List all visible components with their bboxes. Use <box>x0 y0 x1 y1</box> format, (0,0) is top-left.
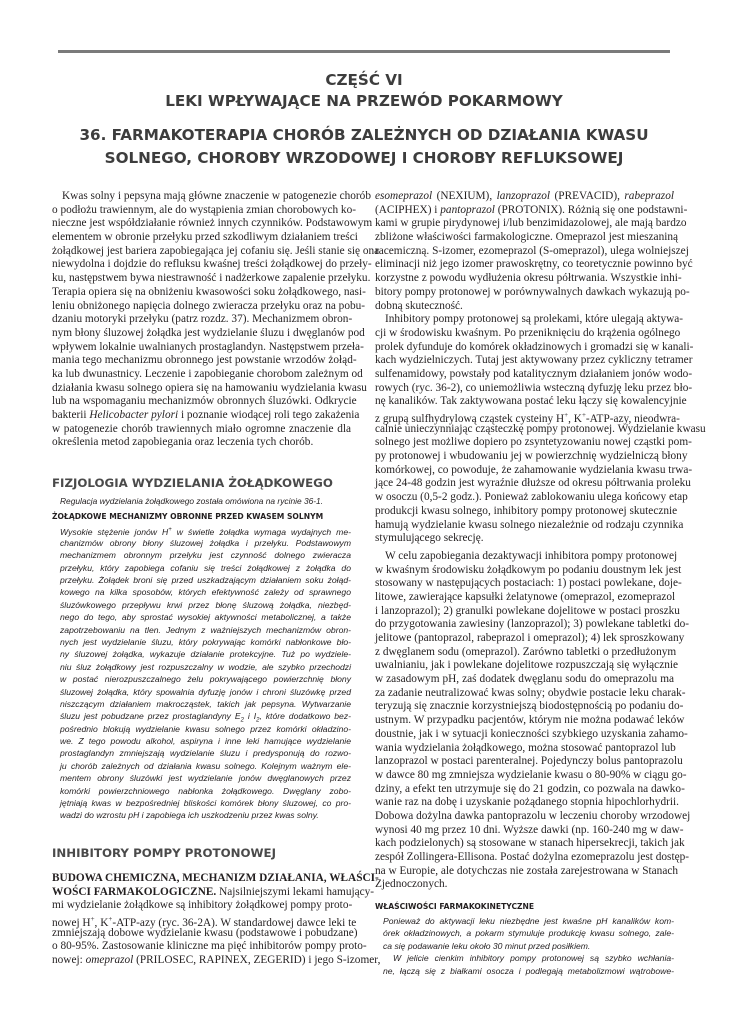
text-run: (ACIPHEX) i <box>375 203 441 216</box>
mechanizmy-paragraph <box>52 524 351 821</box>
text-line: w osoczu (0,5-2 godz.). Ponieważ zablokowaniu ulega końcowy etap <box>375 491 688 504</box>
text-line: wanie raz na dobę i uzyskanie pożądanego stopnia hipochlorhydrii. <box>375 796 679 809</box>
text-line: komórki powierzchniowego nabłonka żołądkowego. Dwęglany zobo- <box>60 785 351 796</box>
text-line: w dawce 80 mg zmniejsza wydzielanie kwasu o 80-90% w ciągu go- <box>375 768 687 781</box>
text-line: i lanzoprazol); 2) granulki powlekane dojelitowe w postaci proszku <box>375 604 680 617</box>
text-line: w kwaśnym środowisku żołądkowym po podaniu doustnym lek jest <box>375 563 682 576</box>
text-line: kami w grupie pirydynowej i/lub benzimidazolowej, ale mają bardzo <box>375 217 687 230</box>
text-line: określenia metod zapobiegania oraz leczenia tych chorób. <box>52 436 314 449</box>
subsection-heading-farmakokinetyczne: WŁAŚCIWOŚCI FARMAKOKINETYCZNE <box>375 902 535 912</box>
text-line: racemiczną. S-izomer, ezomeprazol (S-omeprazol), ulega wolniejszej <box>375 244 689 257</box>
text-line: za zadanie neutralizować kwas solny; obydwie postacie leku charak- <box>375 686 686 699</box>
text-line: przełyku, który zapobiega cofaniu się treści żołądkowej z żołądka do <box>60 562 351 573</box>
section-heading-inhibitory: INHIBITORY POMPY PROTONOWEJ <box>52 845 276 860</box>
text-line: niszczącym działaniem makrocząstek, takich jak pepsyna. Wytwarzanie <box>60 698 351 709</box>
farmako-paragraph <box>375 915 674 977</box>
text-run-italic: lanzoprazol <box>496 190 551 202</box>
text-line: przełyku. Żołądek broni się przed uszkadzającym działaniem soku żołąd- <box>60 575 351 586</box>
text-line: litowe, zawierające kapsułki żelatynowe (omeprazol, ezomeprazol <box>375 590 676 603</box>
text-line: mi wydzielanie żołądkowe są inhibitory żołądkowej pompy proto- <box>52 899 353 912</box>
text-line: produkcji kwasu solnego, inhibitory pompy protonowej skutecznie <box>375 504 678 517</box>
text-line: ka lub dwunastnicy. Leczenie i zapobieganie chorobom zależnym od <box>52 367 363 380</box>
text-line: w patogenezie chorób trawiennych miało ogromne znaczenie dla <box>52 422 351 435</box>
budowa-paragraph <box>52 871 381 968</box>
text-line: ku, następstwem bywa niestrawność i nadżerkowe zapalenie przełyku. <box>52 272 371 285</box>
text-line: jące 24-48 godzin jest wyraźnie dłuższe od okresu półtrwania proleku <box>375 477 691 490</box>
text-run-italic: rabeprazol <box>624 190 674 202</box>
text-line: chanizmów obrony błony śluzowej żołądka i przełyku. Podstawowym <box>60 537 351 548</box>
text-line: śluzówkowego przepływu krwi przez błonę śluzową żołądka, niezbęd- <box>60 599 351 610</box>
right-column <box>375 190 706 977</box>
text-line: py protonowej i wbudowaniu jej w powierzchnię wydzielniczą błony <box>375 450 688 463</box>
text-line: mentem obrony śluzówki jest wydzielanie jonów dwęglanowych przez <box>60 773 351 784</box>
text-line: stymulującego sekrecję. <box>375 532 484 545</box>
text-line: w zasadowym pH, zaś dodatek dwęglanu sodu do omeprazolu ma <box>375 673 674 686</box>
text-line: W celu zapobiegania dezaktywacji inhibitora pompy protonowej <box>385 549 678 562</box>
text-line: stosowany w następujących postaciach: 1) postaci powlekane, doje- <box>375 577 682 590</box>
text-line: lanzoprazol w postaci parenteralnej. Pojedynczy bolus pantoprazolu <box>375 755 683 768</box>
text-line: ne, łączą się z białkami osocza i podlegają metabolizmowi wątrobowe- <box>383 965 674 976</box>
dosage-forms-paragraph <box>375 549 691 892</box>
text-line <box>52 710 351 725</box>
text-line: z dwęglanem sodu (omeprazol). Zarówno tabletki o przedłużonym <box>375 645 677 658</box>
superscript: + <box>581 411 586 419</box>
text-run: śluzu jest pobudzane przez prostaglandyny E <box>60 711 241 722</box>
text-line: na w Europie, ale dotychczas nie została zarejestrowana w Stanach <box>375 864 678 877</box>
text-line <box>52 885 375 900</box>
text-line: śluzowej żołądka, który spowalnia dyfuzję jonów i chroni śluzówkę przed <box>60 686 351 697</box>
superscript: + <box>108 914 113 923</box>
text-line: wadzi do wzrostu pH i zapobiega ich uszkodzeniu przez kwas solny. <box>60 810 319 821</box>
text-line: prolek dyfunduje do komórek okładzinowych i gromadzi się w kanali- <box>375 340 694 353</box>
intro-paragraph <box>52 190 380 450</box>
text-line <box>52 913 357 929</box>
text-run: -ATP-azy, nieodwra- <box>585 412 680 425</box>
text-run: nowej H <box>52 916 91 929</box>
text-line: nę kanalików. Tak zaktywowana postać leku łączy się kowalencyjnie <box>375 395 687 408</box>
text-run: (PRILOSEC, RAPINEX, ZEGERID) i jego S-izomer, <box>133 953 381 966</box>
text-line <box>52 871 379 886</box>
text-line <box>52 524 351 536</box>
text-line: prostaglandyn zmniejszają wydzielanie śluzu i predysponują do rozwo- <box>60 748 351 759</box>
text-run: (PREVACID), <box>550 190 625 202</box>
text-line: kach podzielonych) są stosowane w stanach hipersekrecji, takich jak <box>375 837 685 850</box>
text-line: mechanizmem obronnym przełyku jest czynność dolnego zwieracza <box>60 550 351 561</box>
text-line: kach wydzielniczych. Tutaj jest aktywowany przez cykliczny tetramer <box>375 354 693 367</box>
text-line: zbliżone właściwości farmakologiczne. Omeprazol jest mieszaniną <box>375 231 679 244</box>
text-line: ustnym. W przypadku pacjentów, którym nie można podawać leków <box>375 714 685 727</box>
text-run-italic: omeprazol <box>85 953 134 966</box>
text-line: pośrednio blokują wydzielanie kwasu solnego przez komórki okładzino- <box>60 723 351 734</box>
text-line: mania tego mechanizmu obronnego jest powstanie wrzodów żołąd- <box>52 354 357 367</box>
text-line: Terapia opiera się na obniżeniu kwasowości soku żołądkowego, nasi- <box>52 285 366 298</box>
text-line: doustnie, jak i w sytuacji konieczności szybkiego uzyskania zahamo- <box>375 727 688 740</box>
text-run: , K <box>568 412 582 425</box>
text-line: eliminacji niż jego izomer prawoskrętny, co teoretycznie powinno być <box>375 258 693 271</box>
text-line: bitory pompy protonowej w porównywalnych dawkach wykazują po- <box>375 285 690 298</box>
text-line: niu śluz żołądkowy jest rozpuszczalny w wodzie, ale szybko przechodzi <box>60 661 351 672</box>
text-line <box>52 409 360 423</box>
text-line: wania wydzielania żołądkowego, można stosować pantoprazol lub <box>375 741 676 754</box>
superscript: + <box>90 914 95 923</box>
text-run: i I <box>243 711 257 722</box>
text-line: lub na wspomaganiu mechanizmów obronnych śluzówki. Odkrycie <box>52 395 357 408</box>
text-line: Kwas solny i pepsyna mają główne znaczenie w patogenezie chorób <box>62 190 371 202</box>
text-line: niewydolna i dojdzie do refluksu kwaśnej treści żołądkowej do przeły- <box>52 258 372 271</box>
text-line: ca się podawanie leku około 30 minut przed posiłkiem. <box>383 940 591 951</box>
section-heading-fizjologia: FIZJOLOGIA WYDZIELANIA ŻOŁĄDKOWEGO <box>52 476 333 491</box>
text-run: Najsilniejszymi lekami hamujący- <box>216 885 375 898</box>
subscript: 2 <box>240 718 244 725</box>
text-line: w postać nierozpuszczalnego żelu pokrywającego powierzchnię błony <box>60 674 351 685</box>
text-line: uwalnianiu, jak i powlekane dojelitowe rozpuszczają się wyłącznie <box>375 659 679 672</box>
text-line: Ponieważ do aktywacji leku niezbędne jest kwaśne pH kanalików kom- <box>383 916 674 927</box>
text-run: w świetle żołądka wymaga wydajnych me- <box>171 527 351 538</box>
text-run: i poznanie wiodącej roli tego zakażenia <box>178 409 360 421</box>
part-title: LEKI WPŁYWAJĄCE NA PRZEWÓD POKARMOWY <box>165 92 563 110</box>
part-label: CZĘŚĆ VI <box>325 71 403 89</box>
chapter-title-line-1: 36. FARMAKOTERAPIA CHORÓB ZALEŻNYCH OD DZIAŁANIA KWASU <box>79 126 649 144</box>
text-line <box>375 409 680 425</box>
run-in-heading: WOŚCI FARMAKOLOGICZNE. <box>52 885 217 898</box>
text-run-italic: esomeprazol <box>375 190 433 202</box>
text-line <box>375 190 674 204</box>
text-line: Dobowa dożylna dawka pantoprazolu w leczeniu choroby wrzodowej <box>375 809 691 822</box>
subsection-heading-mechanizmy: ŻOŁĄDKOWE MECHANIZMY OBRONNE PRZED KWASEM SOLNYM <box>52 512 324 522</box>
text-run: -ATP-azy (ryc. 36-2A). W standardowej dawce leki te <box>112 916 357 929</box>
text-line: dzaniu motoryki przełyku (patrz rozdz. 37). Mechanizmem obron- <box>52 313 353 326</box>
text-line: sulfenamidowy, powstały pod katalitycznym działaniem jonów wodo- <box>375 367 693 380</box>
text-run: nowej: <box>52 953 86 966</box>
text-run: bakterii <box>52 409 87 421</box>
text-line: nych jest wydzielanie śluzu, który pokrywając komórki nabłonkowe bło- <box>60 636 351 647</box>
text-line: calnie unieczynniając cząsteczkę pompy protonowej. Wydzielanie kwasu <box>375 422 706 435</box>
top-rule <box>58 50 670 53</box>
text-line: ju chorób zależnych od działania kwasu solnego. Kolejnym ważnym ele- <box>60 760 351 771</box>
fizjologia-note: Regulacja wydzielania żołądkowego została omówiona na rycinie 36-1. <box>60 496 324 507</box>
text-line: teryzują się znacznie korzystniejszą biodostępnością po podaniu do- <box>375 700 684 713</box>
run-in-heading: BUDOWA CHEMICZNA, MECHANIZM DZIAŁANIA, WŁAŚCI- <box>52 871 379 884</box>
superscript: + <box>564 411 569 419</box>
text-line: o podłożu trawiennym, ale do wystąpienia zmian chorobowych ko- <box>52 203 356 216</box>
text-line: żołądkowej jest bariera zapobiegająca jej cofaniu się. Jeśli stanie się ona <box>52 244 380 257</box>
text-line: korzystne z powodu wydłużenia okresu półtrwania. Wszystkie inhi- <box>375 272 682 285</box>
text-line: dobną skuteczność. <box>375 299 463 312</box>
text-line: órek okładzinowych, a pokarm stymuluje produkcję kwasu solnego, zale- <box>383 928 674 939</box>
chapter-title-line-2: SOLNEGO, CHOROBY WRZODOWEJ I CHOROBY REFLUKSOWEJ <box>104 149 624 167</box>
text-line: hamują wydzielanie kwasu solnego niezależnie od rodzaju czynnika <box>375 518 684 531</box>
text-line: Inhibitory pompy protonowej są prolekami, które ulegają aktywa- <box>385 313 684 326</box>
text-line: jelitowe (pantoprazol, rabeprazol i omeprazol); 4) lek sproszkowany <box>375 632 685 644</box>
text-line: Zjednoczonych. <box>375 878 448 891</box>
text-line: we. Z tego powodu alkohol, aspiryna i inne leki hamujące wydzielanie <box>60 736 351 747</box>
text-line: kowego na kilka sposobów, których efektywność zależy od sprawnego <box>60 587 351 598</box>
text-line: nym błony śluzowej żołądka jest wydzielanie śluzu i dwęglanów pod <box>52 326 365 339</box>
text-run-italic: Helicobacter pylori <box>89 409 179 421</box>
text-line: komórkowej, co powoduje, że zahamowanie wydzielania kwasu trwa- <box>375 463 693 476</box>
subscript: 2 <box>256 718 260 725</box>
text-line: zespół Zollingera-Ellisona. Postać dożylna ezomeprazolu jest dostęp- <box>375 851 690 863</box>
text-line: ny śluzowej żołądka, wykazuje działanie protekcyjne. Tuż po wydziele- <box>60 649 351 660</box>
text-run: , które dodatkowo bez- <box>259 711 351 722</box>
text-line: wynosi 40 mg przez 10 dni. Wyższe dawki (np. 160-240 mg w daw- <box>375 823 684 836</box>
text-line: nego do tego, aby sprostać wysokiej aktywności metabolicznej, a także <box>60 612 351 623</box>
text-run: (NEXIUM), <box>432 190 497 202</box>
text-line: nieczne jest współdziałanie również innych czynników. Podstawowym <box>52 217 373 230</box>
text-run-italic: pantoprazol <box>440 203 495 216</box>
text-line: W jelicie cienkim inhibitory pompy protonowej są szybko wchłania- <box>393 953 674 964</box>
text-line: rowych (ryc. 36-2), co uniemożliwia wsteczną dyfuzję leku przez bło- <box>375 381 693 394</box>
text-line: solnego jest możliwe dopiero po zsyntetyzowaniu nowej cząstki pom- <box>375 436 692 449</box>
text-line: jętniają kwas w bezpośredniej bliskości komórek błony śluzowej, co pro- <box>60 798 351 809</box>
text-run: (PROTONIX). Różnią się one podstawni- <box>494 203 688 216</box>
text-line: cji w środowisku kwaśnym. Po przeniknięciu do krążenia ogólnego <box>375 326 681 339</box>
text-line: o 80-95%. Zastosowanie kliniczne ma pięć inhibitorów pompy proto- <box>52 940 367 953</box>
left-column <box>52 190 381 968</box>
text-run: Wysokie stężenie jonów H <box>60 527 169 538</box>
text-line: dziny, a efekt ten utrzymuje się do 21 godzin, co pozwala na dawko- <box>375 782 685 795</box>
text-run: z grupą sulfhydrylową cząstek cysteiny H <box>375 412 565 425</box>
text-line: elementem w obronie przełyku przed szkodliwym działaniem treści <box>52 231 358 244</box>
text-line <box>52 953 381 968</box>
text-line: wpływem lokalnie uwalnianych prostaglandyn. Następstwem przeła- <box>52 340 364 353</box>
text-line: leniu obniżonego napięcia dolnego zwieracza przełyku oraz na pobu- <box>52 299 366 312</box>
text-line: działania kwasu solnego opiera się na hamowaniu wydzielania kwasu <box>52 381 367 394</box>
text-line: do przygotowania zawiesiny (lanzoprazol); 3) powlekane tabletki do- <box>375 618 690 631</box>
text-line <box>375 203 688 218</box>
drug-list-paragraph <box>375 190 693 313</box>
superscript: + <box>168 527 172 534</box>
text-line: zapotrzebowaniu na tlen. Jednym z ważniejszych mechanizmów obron- <box>60 624 351 635</box>
text-run: , K <box>94 916 109 929</box>
text-line: zmniejszają dobowe wydzielanie kwasu (podstawowe i pobudzane) <box>52 926 358 939</box>
prolek-paragraph <box>375 313 706 546</box>
